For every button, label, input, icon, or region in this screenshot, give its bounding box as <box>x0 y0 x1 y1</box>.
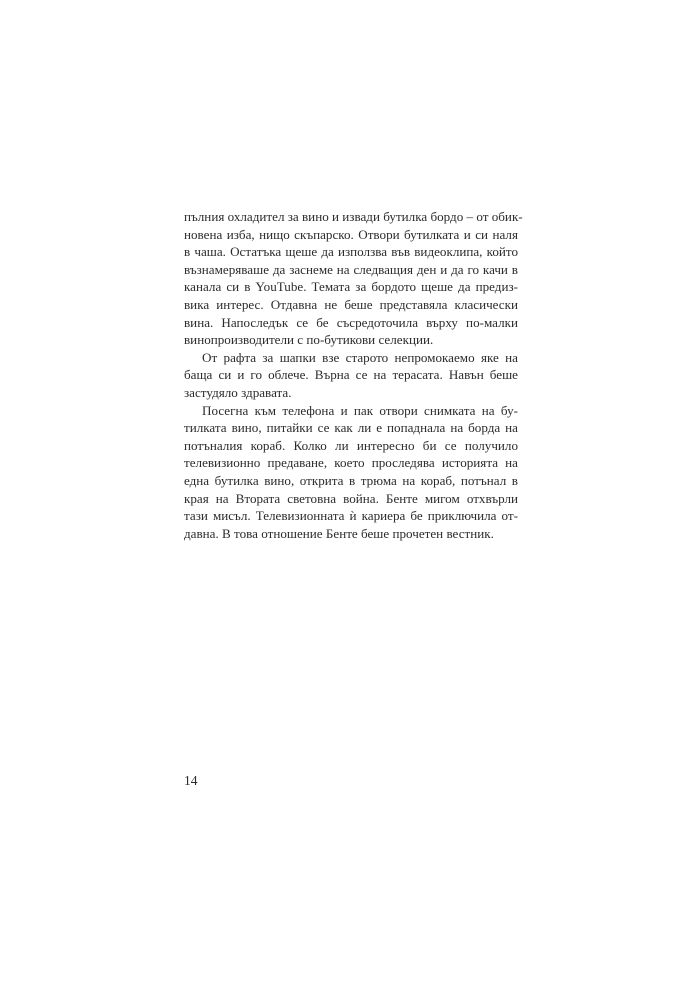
text-line: телевизионно предаване, което проследява историята на <box>184 455 518 471</box>
text-line: края на Втората световна война. Бенте мигом отхвърли <box>184 490 518 506</box>
text-line: в чаша. Остатъка щеше да използва във видеоклипа, който <box>184 244 518 260</box>
page-number: 14 <box>184 773 198 788</box>
text-line: баща си и го облече. Върна се на терасата. Навън беше <box>184 367 518 383</box>
text-line: канала си в YouTube. Темата за бордото щеше да предиз- <box>184 279 518 295</box>
text-line: От рафта за шапки взе старото непромокаемо яке на <box>202 349 518 365</box>
text-line: вика интерес. Отдавна не беше представяла класически <box>184 296 518 312</box>
text-line: тази мисъл. Телевизионната ѝ кариера бе приключила от- <box>184 508 518 524</box>
text-line: пълния охладител за вино и извади бутилка бордо – от обик- <box>184 209 523 224</box>
text-line: потъналия кораб. Колко ли интересно би се получило <box>184 437 518 453</box>
text-line: вина. Напоследък се бе съсредоточила върху по-малки <box>184 314 518 330</box>
text-line: новена изба, нищо скъпарско. Отвори бутилката и си наля <box>184 226 518 242</box>
body-text <box>184 208 523 542</box>
text-line: давна. В това отношение Бенте беше прочетен вестник. <box>184 525 494 541</box>
text-line: Посегна към телефона и пак отвори снимката на бу- <box>202 402 518 418</box>
text-line: възнамеряваше да заснеме на следващия ден и да го качи в <box>184 261 518 277</box>
text-line: тилката вино, питайки се как ли е попаднала на борда на <box>184 420 518 436</box>
text-line: застудяло здравата. <box>184 384 292 400</box>
text-line: винопроизводители с по-бутикови селекции. <box>184 332 434 348</box>
text-line: една бутилка вино, открита в трюма на кораб, потънал в <box>184 472 518 488</box>
